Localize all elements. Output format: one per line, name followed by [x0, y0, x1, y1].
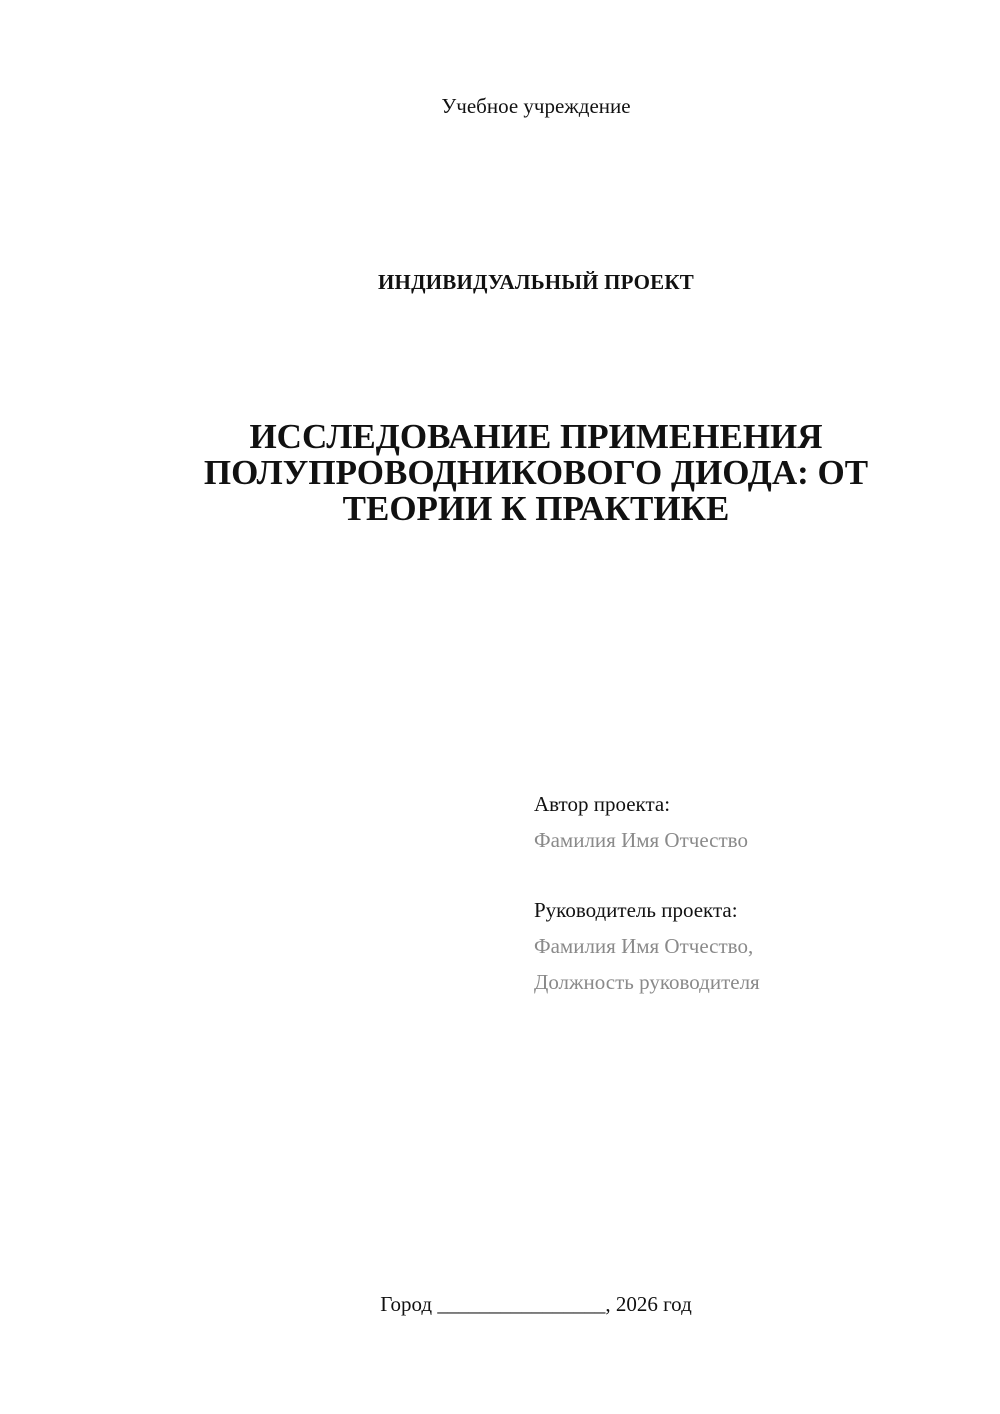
author-name: Фамилия Имя Отчество — [534, 828, 748, 852]
institution-name: Учебное учреждение — [441, 94, 631, 118]
supervisor-block — [534, 892, 974, 1000]
supervisor-name: Фамилия Имя Отчество, — [534, 934, 754, 958]
author-label: Автор проекта: — [534, 792, 671, 816]
author-block — [534, 786, 974, 858]
city-blank: ________________ — [437, 1292, 606, 1316]
year-text: , 2026 год — [605, 1292, 692, 1316]
project-title-line: ПОЛУПРОВОДНИКОВОГО ДИОДА: ОТ — [203, 453, 869, 492]
project-title-line: ИССЛЕДОВАНИЕ ПРИМЕНЕНИЯ — [249, 417, 823, 456]
document-type: ИНДИВИДУАЛЬНЫЙ ПРОЕКТ — [378, 270, 694, 294]
project-title — [140, 419, 932, 527]
supervisor-label: Руководитель проекта: — [534, 898, 738, 922]
supervisor-position: Должность руководителя — [534, 970, 760, 994]
city-label: Город — [380, 1292, 433, 1316]
project-title-line: ТЕОРИИ К ПРАКТИКЕ — [342, 489, 730, 528]
city-year-line — [0, 1290, 1000, 1318]
